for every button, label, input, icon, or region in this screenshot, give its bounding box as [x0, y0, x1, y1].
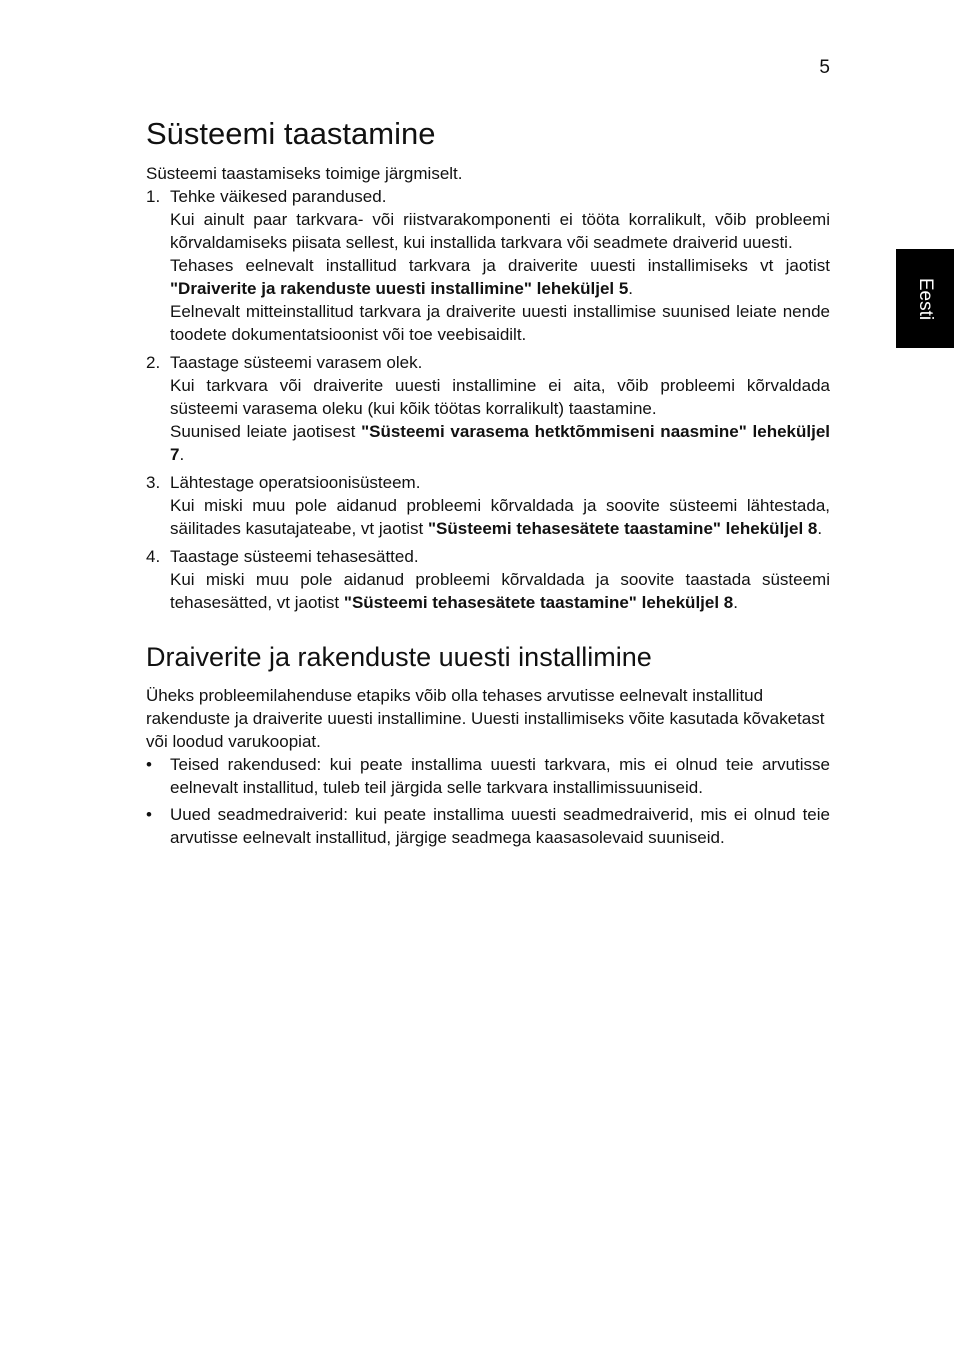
bullet-icon: •: [146, 805, 152, 824]
cross-reference: "Süsteemi tehasesätete taastamine" leheküljel 8: [343, 593, 734, 612]
step-paragraph-text: Tehases eelnevalt installitud tarkvara ja draiverite uuesti installimiseks vt jaotist: [170, 256, 830, 275]
section-title-system-recovery: Süsteemi taastamine: [146, 116, 436, 151]
language-side-tab: [896, 249, 954, 348]
section-intro: Üheks probleemilahenduse etapiks võib olla tehases arvutisse eelnevalt installitud rakenduste ja draiverite uuesti installimine. Uuesti installimiseks võite kasutada kõvaketast või loodud varukoopiat.: [146, 686, 825, 751]
list-item-step-4: [146, 545, 830, 614]
step-number: 1.: [146, 187, 161, 206]
step-paragraph-with-link: [170, 420, 830, 466]
bullet-icon: •: [146, 755, 152, 774]
cross-reference: "Draiverite ja rakenduste uuesti installimine" leheküljel 5: [170, 279, 629, 298]
cross-reference: "Süsteemi varasema hetktõmmiseni naasmine" leheküljel 7: [170, 422, 830, 464]
section-title-reinstall-drivers: Draiverite ja rakenduste uuesti installimine: [146, 642, 652, 672]
punctuation: .: [733, 593, 738, 612]
step-number: 4.: [146, 547, 161, 566]
list-item-step-1: [146, 185, 830, 346]
language-side-tab-label: Eesti: [915, 277, 936, 320]
bullet-text: Uued seadmedraiverid: kui peate installima uuesti seadmedraiverid, mis ei olnud teie arvutisse eelnevalt installitud, järgige seadmega kaasasolevaid suuniseid.: [170, 805, 830, 847]
recovery-steps-list: [146, 185, 830, 614]
punctuation: .: [628, 279, 634, 298]
step-paragraph-with-link: [170, 254, 830, 300]
bullet-text: Teised rakendused: kui peate installima uuesti tarkvara, mis ei olnud teie arvutisse eelnevalt installitud, tuleb teil järgida selle tarkvara installimissuuniseid.: [170, 755, 830, 797]
page-number: 5: [819, 57, 830, 78]
punctuation: .: [817, 519, 823, 538]
list-item-step-2: [146, 351, 830, 466]
page-content: [146, 114, 830, 853]
step-heading: Taastage süsteemi varasem olek.: [170, 353, 423, 372]
step-paragraph: Eelnevalt mitteinstallitud tarkvara ja draiverite uuesti installimise suunised leiate nende toodete dokumentatsioonist või toe veebisaidilt.: [170, 302, 830, 344]
cross-reference: "Süsteemi tehasesätete taastamine" leheküljel 8: [427, 519, 818, 538]
step-paragraph: Kui ainult paar tarkvara- või riistvarakomponenti ei tööta korralikult, võib probleemi kõrvaldamiseks piisata sellest, kui installida tarkvara või seadmete draiverid uuesti.: [170, 210, 830, 252]
step-paragraph-text: Kui miski muu pole aidanud probleemi kõrvaldada ja soovite süsteemi lähtestada, säilitades kasutajateabe, vt jaotist: [170, 496, 830, 538]
step-paragraph-with-link: [170, 568, 830, 614]
section-intro: Süsteemi taastamiseks toimige järgmiselt.: [146, 164, 463, 183]
bullet-list: [146, 753, 830, 849]
step-paragraph: Kui tarkvara või draiverite uuesti installimine ei aita, võib probleemi kõrvaldada süsteemi varasema oleku (kui kõik töötas korralikult) taastamine.: [170, 376, 830, 418]
step-paragraph-text: Suunised leiate jaotisest: [170, 422, 362, 441]
step-number: 3.: [146, 473, 161, 492]
step-heading: Tehke väikesed parandused.: [170, 187, 387, 206]
list-item: [146, 803, 830, 849]
step-heading: Lähtestage operatsioonisüsteem.: [170, 473, 421, 492]
list-item: [146, 753, 830, 799]
step-number: 2.: [146, 353, 161, 372]
step-paragraph-with-link: [170, 494, 830, 540]
step-paragraph-text: Kui miski muu pole aidanud probleemi kõrvaldada ja soovite taastada süsteemi tehasesätted, vt jaotist: [170, 570, 830, 612]
punctuation: .: [179, 445, 185, 464]
list-item-step-3: [146, 471, 830, 540]
step-heading: Taastage süsteemi tehasesätted.: [170, 547, 419, 566]
